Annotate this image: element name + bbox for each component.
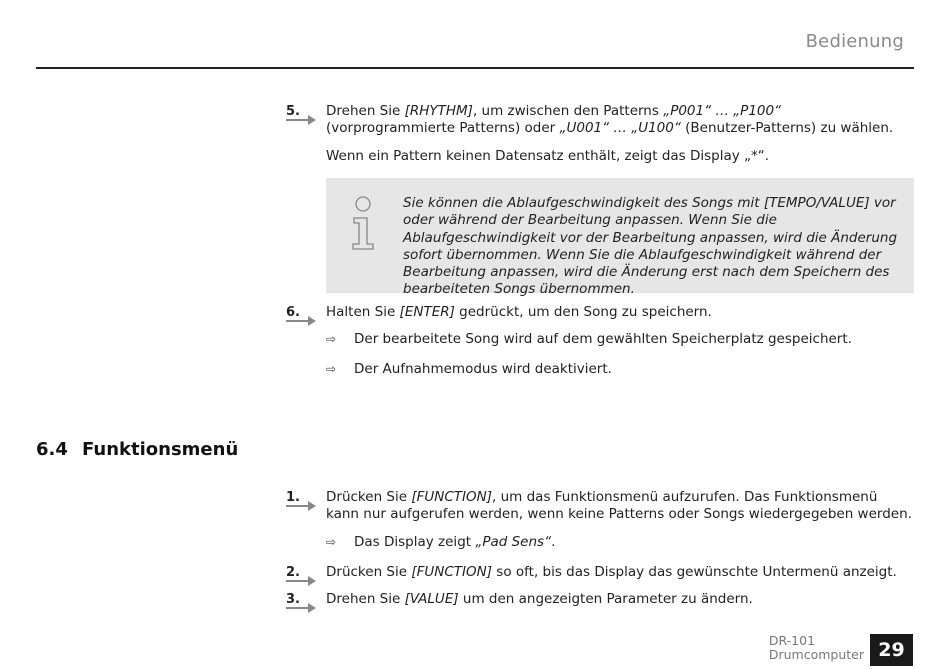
function-step-1-text: Drücken Sie [FUNCTION], um das Funktionsmenü aufzurufen. Das Funktionsmenü kann nur aufgerufen werden, wenn keine Patterns oder Songs wiedergegeben werden.: [326, 489, 912, 522]
step-6: [286, 304, 914, 321]
section-title-text: Funktionsmenü: [82, 439, 239, 460]
step-6-result-1: ⇨ Der bearbeitete Song wird auf dem gewählten Speicherplatz gespeichert.: [326, 331, 852, 347]
info-note: [326, 178, 914, 298]
footer-model-name: DR-101: [768, 633, 816, 648]
page-header-title: Bedienung: [805, 31, 904, 52]
step-6-result-2: ⇨ Der Aufnahmemodus wird deaktiviert.: [326, 361, 612, 377]
footer-product-name: Drumcomputer: [768, 647, 864, 662]
step-5-paragraph: Wenn ein Pattern keinen Datensatz enthält, zeigt das Display „*“.: [326, 148, 770, 164]
step-arrow-icon: [286, 316, 316, 326]
function-step-2: [286, 564, 914, 581]
note-text: Sie können die Ablaufgeschwindigkeit des Songs mit [TEMPO/VALUE] vor oder während der Bearbeitung anpassen. Wenn Sie die Ablaufgeschwindigkeit vor der Bearbeitung anpassen, wird die Änderung sofort übernommen. Wenn Sie die Ablaufgeschwindigkeit während der Bearbeitung anpassen, wird die Änderung erst nach dem Speichern des bearbeiteten Songs übernommen.: [403, 195, 898, 298]
section-number: 6.4: [36, 439, 68, 460]
footer-product: [769, 634, 864, 662]
result-arrow-icon: ⇨: [326, 332, 337, 346]
header-divider: [36, 67, 914, 69]
step-5-text: Drehen Sie [RHYTHM], um zwischen den Patterns „P001“ … „P100“ (vorprogrammierte Patterns) oder „U001“ … „U100“ (Benutzer-Patterns) zu wählen.: [326, 103, 894, 136]
function-step-1: [286, 489, 914, 523]
function-step-3-text: Drehen Sie [VALUE] um den angezeigten Parameter zu ändern.: [326, 591, 753, 607]
step-arrow-icon: [286, 501, 316, 511]
step-number-2: 2.: [286, 564, 324, 584]
section-heading: [36, 439, 238, 460]
function-step-2-text: Drücken Sie [FUNCTION] so oft, bis das Display das gewünschte Untermenü anzeigt.: [326, 564, 897, 580]
step-number-5: 5.: [286, 103, 324, 123]
step-arrow-icon: [286, 115, 316, 125]
step-arrow-icon: [286, 603, 316, 613]
page-number-badge: 29: [870, 634, 913, 666]
function-step-1-result: ⇨ Das Display zeigt „Pad Sens“.: [326, 534, 556, 550]
function-step-3: [286, 591, 914, 608]
result-arrow-icon: ⇨: [326, 362, 337, 376]
step-arrow-icon: [286, 576, 316, 586]
info-icon: [350, 196, 376, 250]
step-number-6: 6.: [286, 304, 324, 324]
step-5: [286, 103, 914, 137]
step-number-1: 1.: [286, 489, 324, 509]
step-number-3: 3.: [286, 591, 324, 611]
step-6-text: Halten Sie [ENTER] gedrückt, um den Song zu speichern.: [326, 304, 712, 320]
result-arrow-icon: ⇨: [326, 535, 337, 549]
